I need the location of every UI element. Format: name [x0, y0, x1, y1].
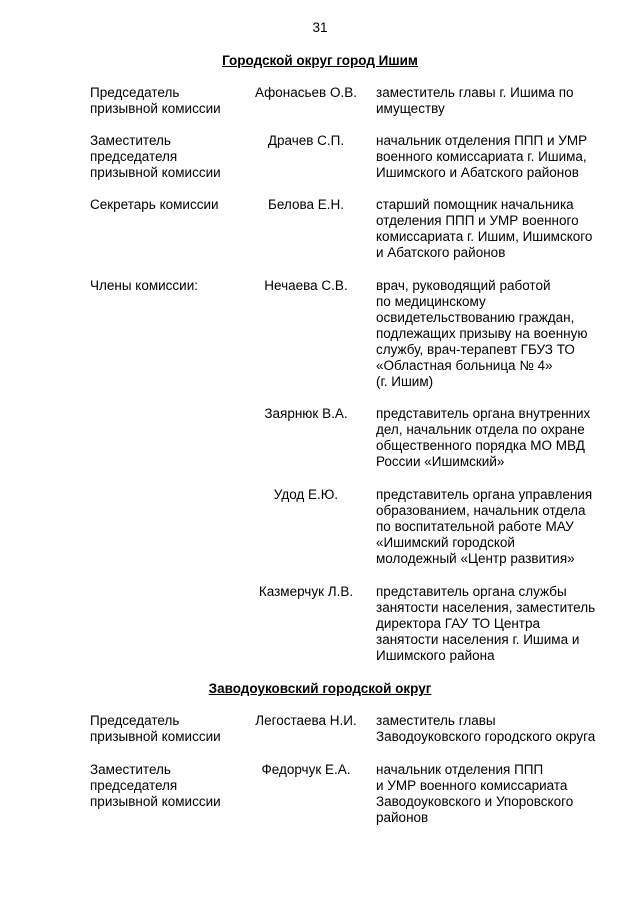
person-name: Казмерчук Л.В. — [258, 584, 354, 599]
person-name: Белова Е.Н. — [268, 197, 344, 212]
position-description: старший помощник начальника отделения ППП и УМР военного комиссариата г. Ишим, Ишимского и Абатского районов — [376, 197, 593, 260]
role-label: Секретарь комиссии — [90, 197, 219, 212]
role-label: Члены комиссии: — [90, 278, 199, 293]
person-name: Драчев С.П. — [267, 133, 345, 148]
role-label: Заместитель председателя призывной комиссии — [90, 762, 221, 809]
position-description: заместитель главы Заводоуковского городского округа — [376, 713, 596, 744]
person-name: Афонасьев О.В. — [255, 85, 357, 100]
position-description: представитель органа внутренних дел, начальник отдела по охране общественного порядка МО МВД России «Ишимский» — [376, 406, 591, 469]
section-title-ishim: Городской округ город Ишим — [222, 53, 418, 68]
position-description: заместитель главы г. Ишима по имуществу — [376, 85, 574, 116]
position-description: начальник отделения ППП и УМР военного комиссариата г. Ишима, Ишимского и Абатского районов — [376, 133, 588, 180]
position-description: врач, руководящий работой по медицинскому освидетельствованию граждан, подлежащих призыву на военную службу, врач-терапевт ГБУЗ ТО «Областная больница № 4» (г. Ишим) — [376, 278, 588, 389]
page-number: 31 — [312, 20, 328, 35]
person-name: Заярнюк В.А. — [264, 406, 348, 421]
person-name: Федорчук Е.А. — [261, 762, 351, 777]
role-label: Председатель призывной комиссии — [90, 85, 221, 116]
position-description: представитель органа управления образованием, начальник отдела по воспитательной работе МАУ «Ишимский городской молодежный «Центр развития» — [376, 487, 593, 566]
person-name: Легостаева Н.И. — [255, 713, 357, 728]
section-title-zavodoukovsk: Заводоуковский городской округ — [208, 681, 432, 696]
person-name: Удод Е.Ю. — [273, 487, 339, 502]
person-name: Нечаева С.В. — [264, 278, 348, 293]
position-description: начальник отделения ППП и УМР военного комиссариата Заводоуковского и Упоровского районов — [376, 762, 574, 825]
role-label: Заместитель председателя призывной комиссии — [90, 133, 221, 180]
position-description: представитель органа службы занятости населения, заместитель директора ГАУ ТО Центра занятости населения г. Ишима и Ишимского района — [376, 584, 596, 663]
role-label: Председатель призывной комиссии — [90, 713, 221, 744]
